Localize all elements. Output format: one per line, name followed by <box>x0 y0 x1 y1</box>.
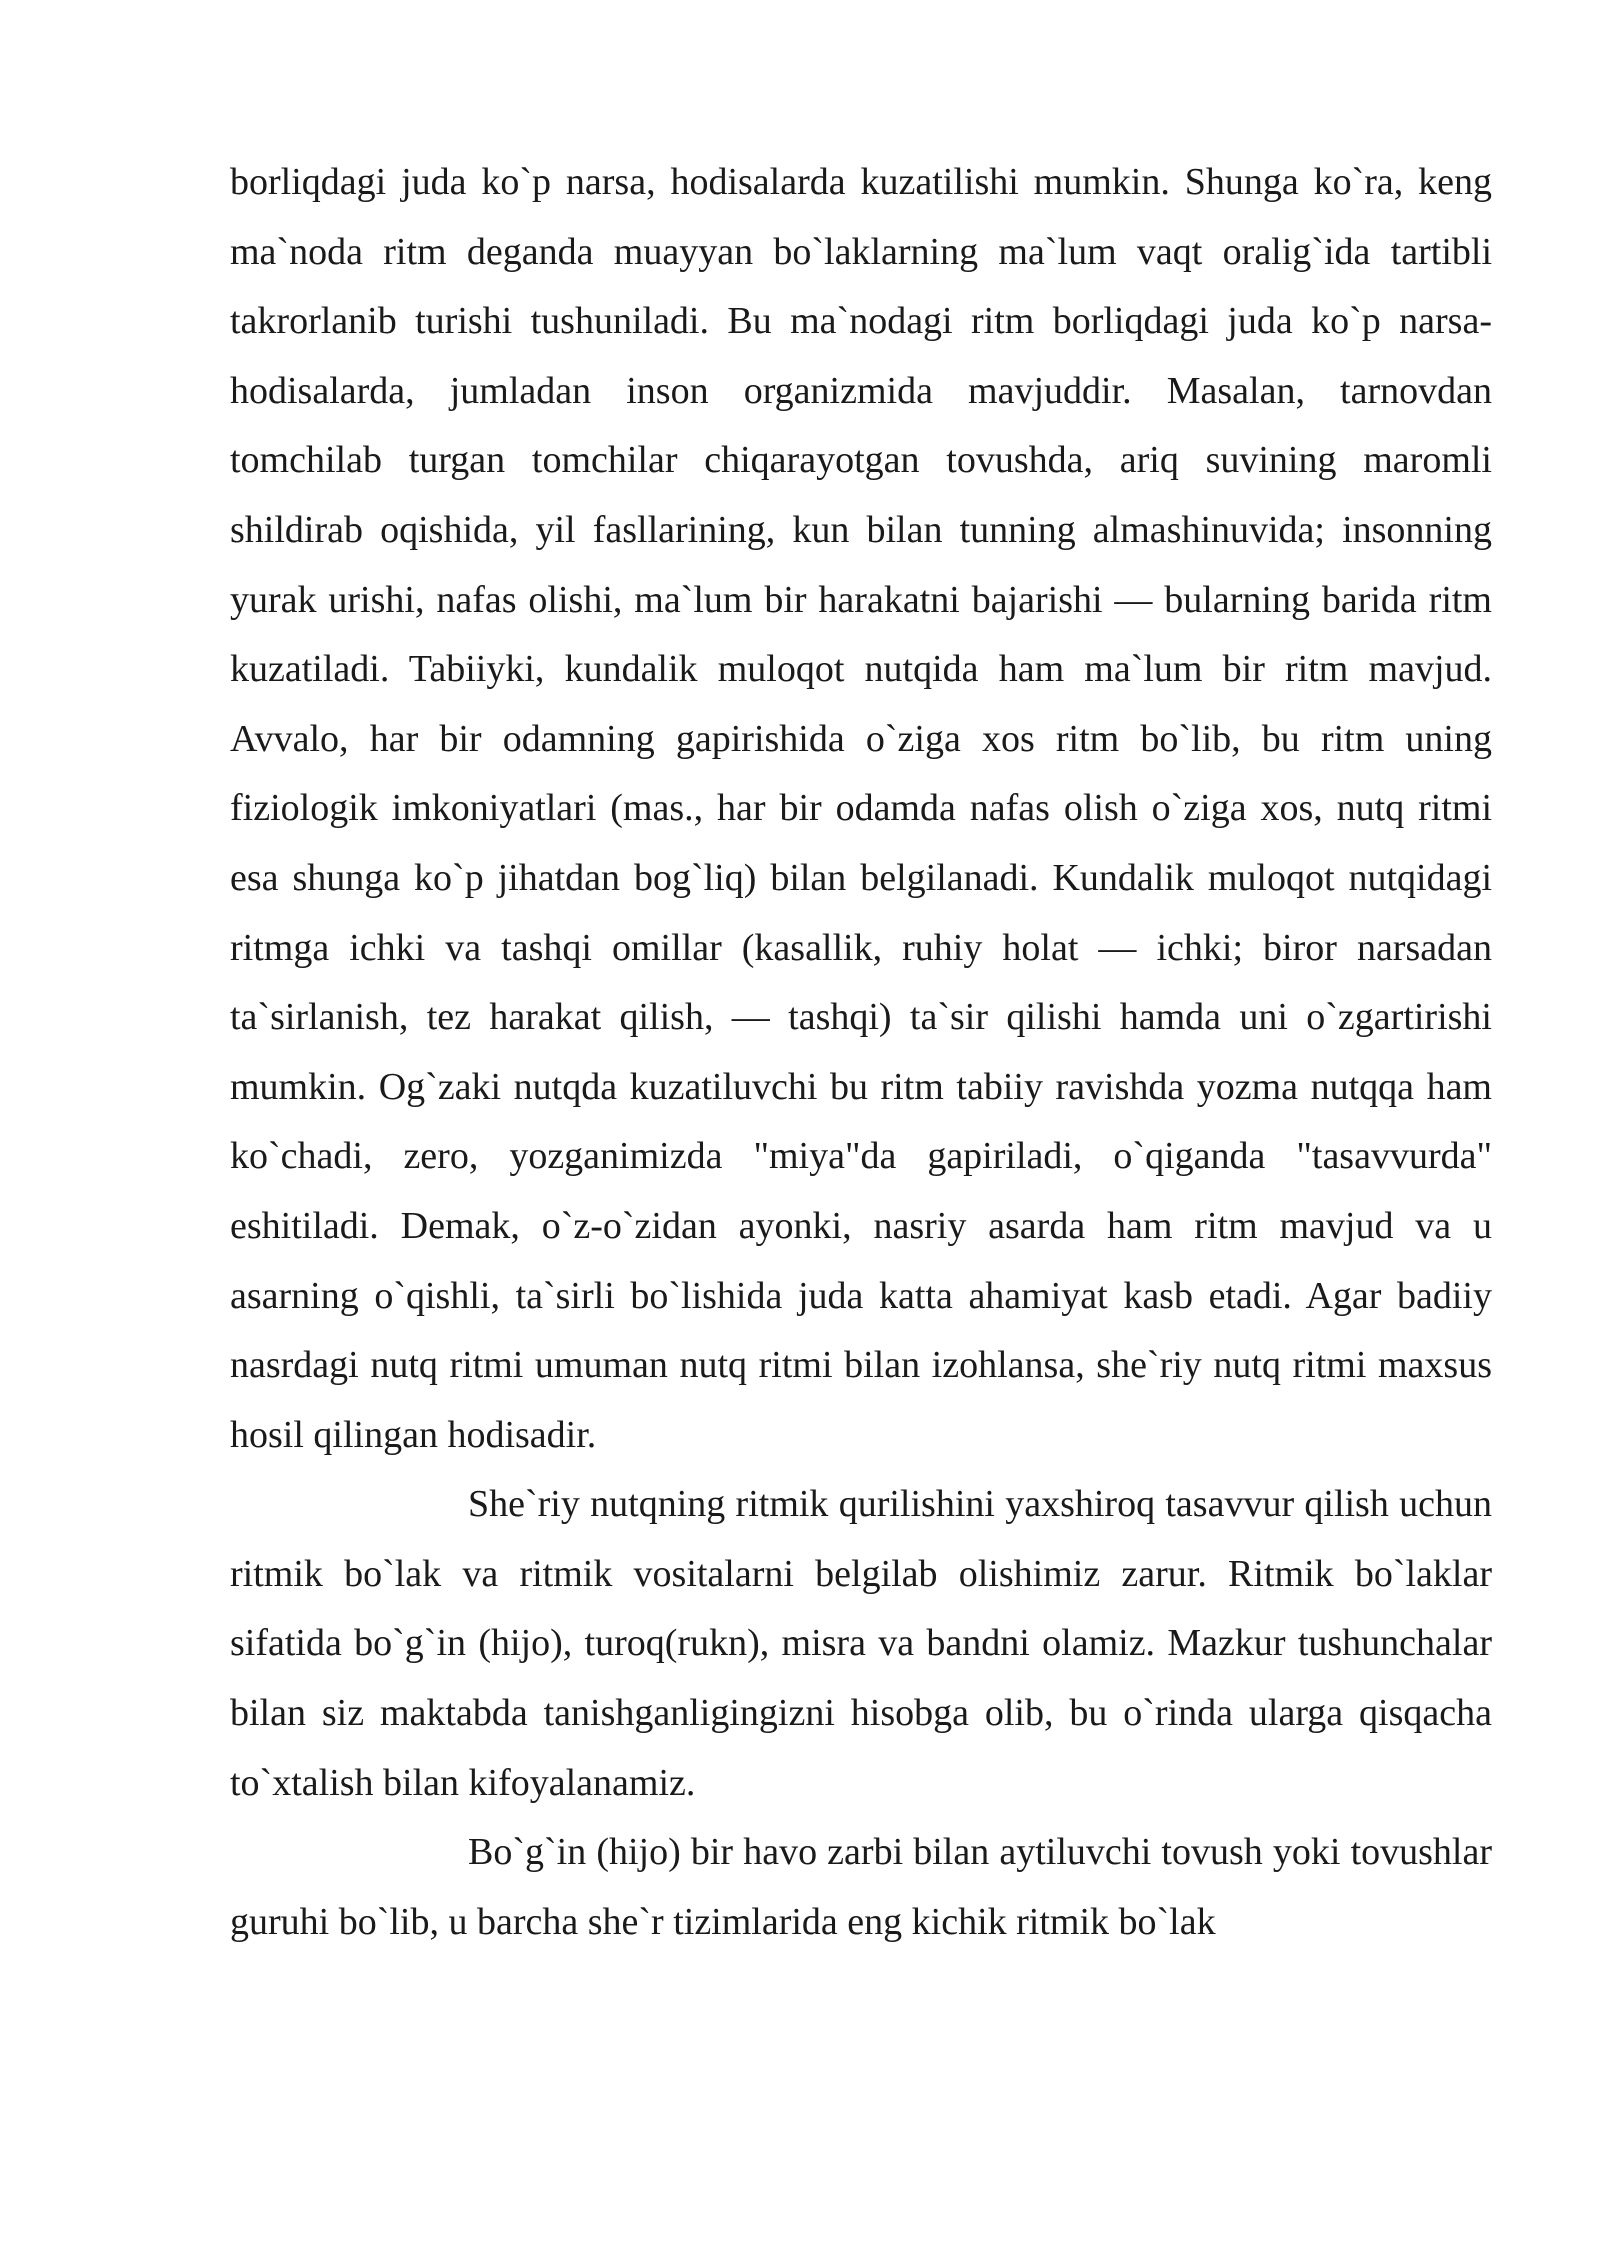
paragraph-syllable: Bo`g`in (hijo) bir havo zarbi bilan aytiluvchi tovush yoki tovushlar guruhi bo`lib, u barcha she`r tizimlarida eng kichik ritmik bo`lak <box>230 1831 1492 1943</box>
paragraph-rhythmic-units: She`riy nutqning ritmik qurilishini yaxshiroq tasavvur qilish uchun ritmik bo`lak va ritmik vositalarni belgilab olishimiz zarur. Ritmik bo`laklar sifatida bo`g`in (hijo), turoq(rukn), misra va bandni olamiz. Mazkur tushunchalar bilan siz maktabda tanishganligingizni hisobga olib, bu o`rinda ularga qisqacha to`xtalish bilan kifoyalanamiz. <box>230 1483 1492 1804</box>
body-text <box>230 148 1492 1957</box>
paragraph-rhythm-definition: borliqdagi juda ko`p narsa, hodisalarda kuzatilishi mumkin. Shunga ko`ra, keng ma`noda ritm deganda muayyan bo`laklarning ma`lum vaqt oralig`ida tartibli takrorlanib turishi tushuniladi. Bu ma`nodagi ritm borliqdagi juda ko`p narsa-hodisalarda, jumladan inson organizmida mavjuddir. Masalan, tarnovdan tomchilab turgan tomchilar chiqarayotgan tovushda, ariq suvining maromli shildirab oqishida, yil fasllarining, kun bilan tunning almashinuvida; insonning yurak urishi, nafas olishi, ma`lum bir harakatni bajarishi — bularning barida ritm kuzatiladi. Tabiiyki, kundalik muloqot nutqida ham ma`lum bir ritm mavjud. Avvalo, har bir odamning gapirishida o`ziga xos ritm bo`lib, bu ritm uning fiziologik imkoniyatlari (mas., har bir odamda nafas olish o`ziga xos, nutq ritmi esa shunga ko`p jihatdan bog`liq) bilan belgilanadi. Kundalik muloqot nutqidagi ritmga ichki va tashqi omillar (kasallik, ruhiy holat — ichki; biror narsadan ta`sirlanish, tez harakat qilish, — tashqi) ta`sir qilishi hamda uni o`zgartirishi mumkin. Og`zaki nutqda kuzatiluvchi bu ritm tabiiy ravishda yozma nutqqa ham ko`chadi, zero, yozganimizda "miya"da gapiriladi, o`qiganda "tasavvurda" eshitiladi. Demak, o`z-o`zidan ayonki, nasriy asarda ham ritm mavjud va u asarning o`qishli, ta`sirli bo`lishida juda katta ahamiyat kasb etadi. Agar badiiy nasrdagi nutq ritmi umuman nutq ritmi bilan izohlansa, she`riy nutq ritmi maxsus hosil qilingan hodisadir. <box>230 161 1492 1456</box>
